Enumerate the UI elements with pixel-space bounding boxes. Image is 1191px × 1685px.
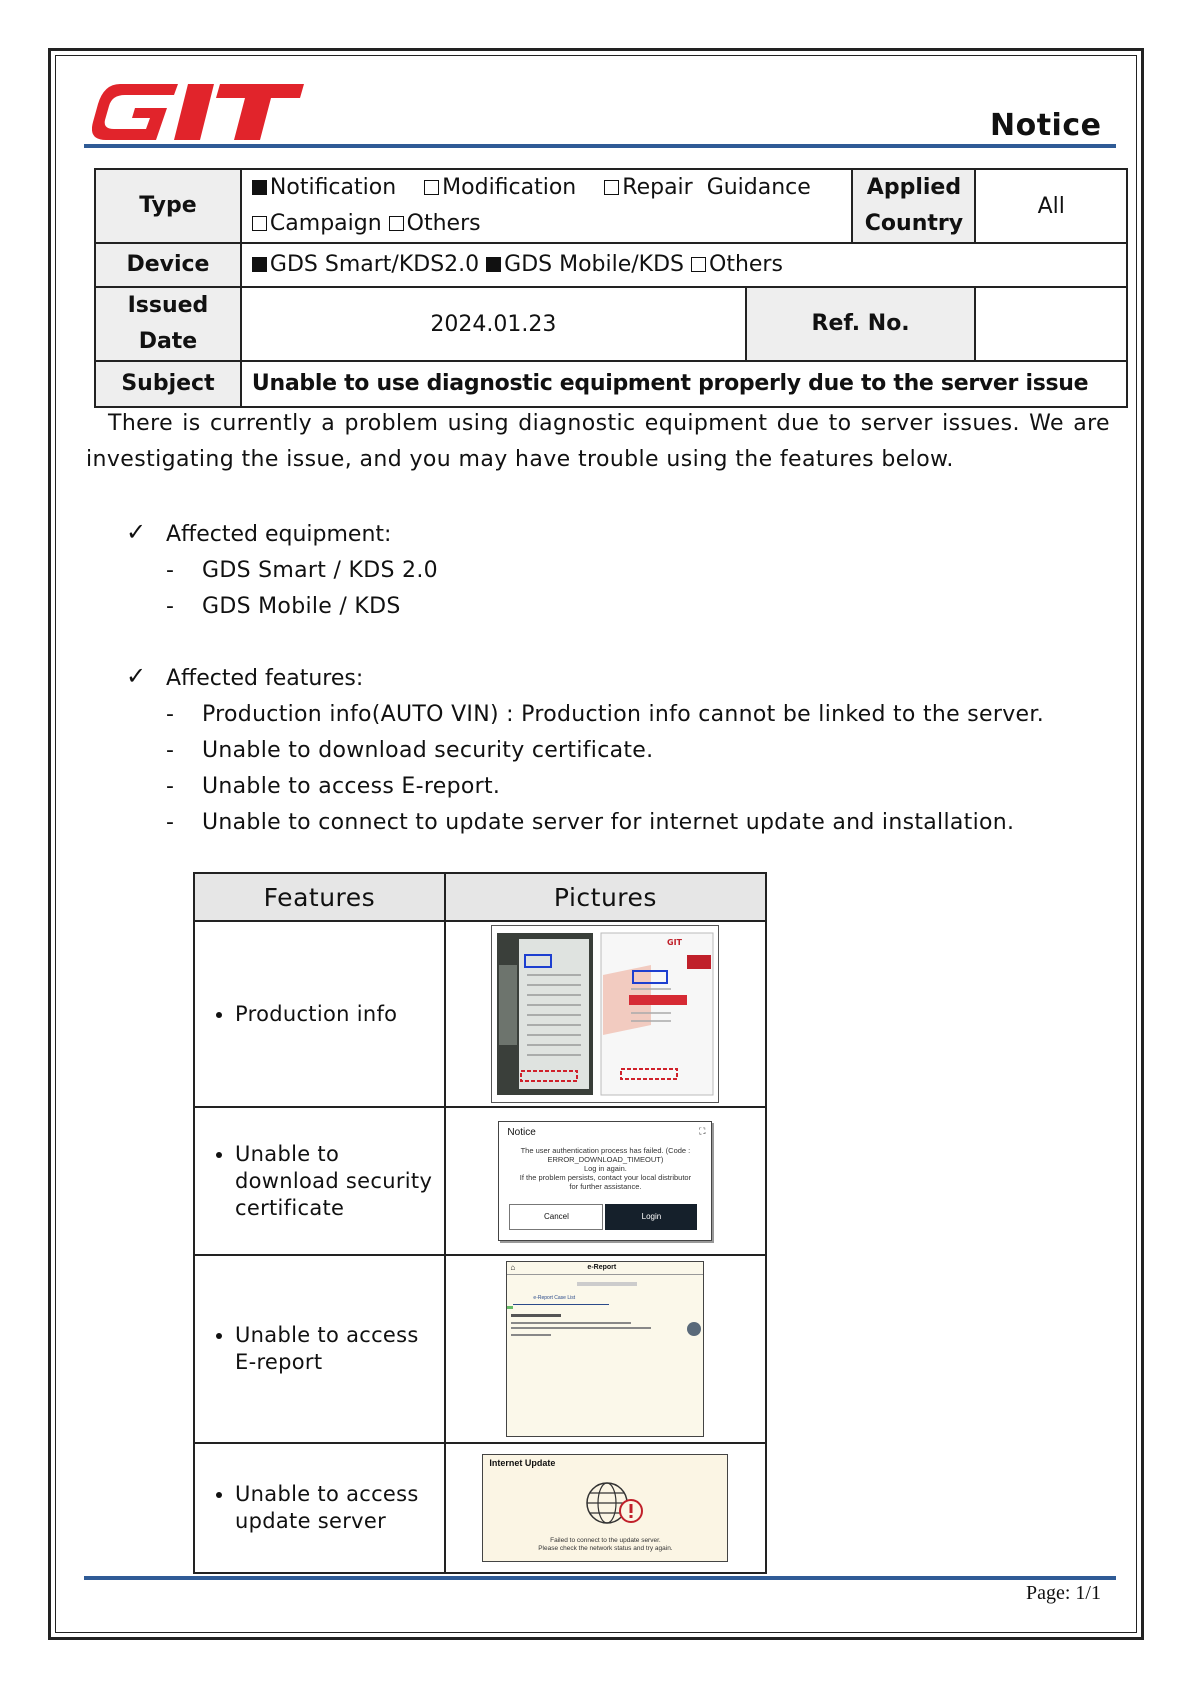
pictures-column-header: Pictures	[445, 873, 766, 921]
production-info-screenshot	[491, 925, 719, 1103]
type-options	[241, 169, 853, 243]
page-number: Page: 1/1	[1026, 1582, 1101, 1604]
feature-cell	[194, 1255, 445, 1443]
type-option-notification: Notification	[252, 175, 396, 200]
feature-item: Production info(AUTO VIN) : Production info cannot be linked to the server.	[202, 702, 1044, 727]
applied-country-value: All	[975, 169, 1127, 243]
notice-title: Notice	[990, 108, 1102, 143]
applied-country-label: Applied Country	[852, 169, 975, 243]
picture-cell	[445, 1107, 766, 1255]
header-rule	[84, 144, 1116, 148]
intro-paragraph: There is currently a problem using diagnostic equipment due to server issues. We are investigating the issue, and you may have trouble using the features below.	[86, 411, 1110, 472]
equipment-item: GDS Smart / KDS 2.0	[202, 558, 438, 583]
update-title: Internet Update	[489, 1458, 556, 1468]
dash-icon: -	[166, 738, 174, 763]
checkbox-empty-icon	[389, 216, 404, 231]
certificate-error-screenshot	[498, 1121, 712, 1241]
feature-name: • Unable to access update server	[235, 1481, 444, 1535]
feature-item: Unable to access E-report.	[202, 774, 501, 799]
device-option-gds-mobile: GDS Mobile/KDS	[486, 252, 684, 277]
notice-header-table	[94, 168, 1128, 408]
device-options	[241, 243, 1127, 287]
update-message: Failed to connect to the update server. Please check the network status and try again.	[538, 1537, 673, 1552]
device-option-gds-smart: GDS Smart/KDS2.0	[252, 252, 479, 277]
check-icon: ✓	[126, 518, 147, 546]
issued-date-label: Issued Date	[95, 287, 241, 361]
type-label: Type	[95, 169, 241, 243]
dialog-title: Notice	[507, 1127, 536, 1138]
globe-error-icon	[583, 1479, 647, 1527]
ereport-title: e-Report	[587, 1264, 617, 1271]
home-icon: ⌂	[510, 1263, 516, 1272]
type-option-campaign: Campaign	[252, 211, 382, 236]
checkbox-checked-icon	[486, 257, 501, 272]
type-option-others: Others	[389, 211, 481, 236]
checkbox-checked-icon	[252, 257, 267, 272]
dash-icon: -	[166, 702, 174, 727]
feature-cell	[194, 1107, 445, 1255]
svg-text:GIT: GIT	[667, 938, 683, 947]
equipment-item: GDS Mobile / KDS	[202, 594, 401, 619]
affected-features-heading: Affected features:	[166, 666, 364, 691]
checkbox-empty-icon	[691, 257, 706, 272]
type-option-repair-guidance: Repair Guidance	[604, 175, 811, 200]
type-option-modification: Modification	[424, 175, 576, 200]
scroll-handle-icon[interactable]	[687, 1322, 701, 1336]
dash-icon: -	[166, 594, 174, 619]
expand-icon: ⛶	[699, 1126, 706, 1136]
feature-cell	[194, 921, 445, 1107]
features-table	[193, 872, 767, 1574]
ref-no-value	[975, 287, 1127, 361]
picture-cell	[445, 921, 766, 1107]
dialog-message: The user authentication process has failed. (Code : ERROR_DOWNLOAD_TIMEOUT) Log in again. If the problem persists, contact your local distributor for further assistance.	[519, 1146, 692, 1191]
git-logo	[92, 84, 304, 140]
dash-icon: -	[166, 558, 174, 583]
device-label: Device	[95, 243, 241, 287]
feature-name: • Unable to access E-report	[235, 1322, 444, 1376]
dash-icon: -	[166, 810, 174, 835]
dash-icon: -	[166, 774, 174, 799]
subject-value: Unable to use diagnostic equipment properly due to the server issue	[241, 361, 1127, 407]
subject-label: Subject	[95, 361, 241, 407]
issued-date-value: 2024.01.23	[241, 287, 746, 361]
check-icon: ✓	[126, 662, 147, 690]
login-button[interactable]: Login	[605, 1204, 697, 1230]
ref-no-label: Ref. No.	[746, 287, 976, 361]
feature-item: Unable to download security certificate.	[202, 738, 654, 763]
ereport-screenshot	[506, 1261, 704, 1437]
feature-name: • Production info	[235, 1001, 444, 1028]
feature-name: • Unable to download security certificate	[235, 1141, 444, 1222]
checkbox-empty-icon	[252, 216, 267, 231]
affected-equipment-heading: Affected equipment:	[166, 522, 392, 547]
picture-cell	[445, 1255, 766, 1443]
footer-rule	[84, 1576, 1116, 1580]
checkbox-empty-icon	[604, 180, 619, 195]
features-column-header: Features	[194, 873, 445, 921]
cancel-button[interactable]: Cancel	[509, 1204, 603, 1230]
feature-cell	[194, 1443, 445, 1573]
checkbox-checked-icon	[252, 180, 267, 195]
picture-cell	[445, 1443, 766, 1573]
device-option-others: Others	[691, 252, 783, 277]
checkbox-empty-icon	[424, 180, 439, 195]
ereport-tab[interactable]: e-Report Case List	[533, 1295, 576, 1301]
feature-item: Unable to connect to update server for internet update and installation.	[202, 810, 1015, 835]
update-error-screenshot	[482, 1454, 728, 1562]
